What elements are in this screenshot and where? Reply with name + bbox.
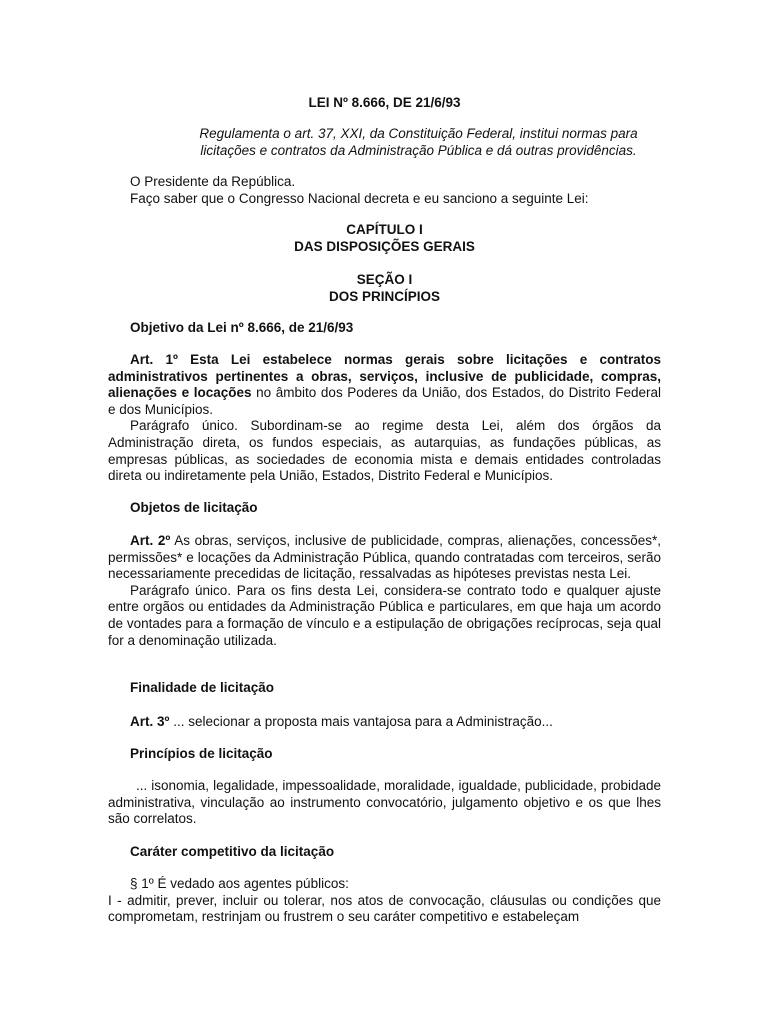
preamble-line-2: Faço saber que o Congresso Nacional decreta e eu sanciono a seguinte Lei: (130, 190, 589, 206)
article-1-rest-text: no âmbito dos Poderes da União, dos Estados, do Distrito Federal e dos Municípios. (108, 385, 661, 417)
heading-objetivo-text: Objetivo da Lei nº 8.666, de 21/6/93 (130, 320, 354, 335)
heading-objetos (108, 500, 661, 517)
article-2-label: Art. 2º (130, 533, 171, 548)
carater-block (108, 876, 661, 926)
paragraph-1-intro: § 1º É vedado aos agentes públicos: (130, 876, 349, 891)
article-1-paragraph: Parágrafo único. Subordinam-se ao regime desta Lei, além dos órgãos da Administração direta, os fundos especiais, as autarquias, as fundações públicas, as empresas públicas, as sociedades de economia mista e demais entidades controladas direta ou indiretamente pela União, Estados, Distrito Federal e Municípios. (108, 418, 661, 484)
preamble-line-1: O Presidente da República. (130, 174, 296, 189)
section-number: SEÇÃO I (356, 272, 413, 287)
article-1 (108, 352, 661, 485)
section-title: DOS PRINCÍPIOS (328, 288, 441, 304)
article-3 (108, 714, 661, 731)
law-title: LEI Nº 8.666, DE 21/6/93 (308, 95, 461, 110)
article-1-caput (108, 352, 661, 418)
heading-principios (108, 746, 661, 763)
article-3-text: ... selecionar a proposta mais vantajosa para a Administração... (169, 714, 553, 729)
article-2-caput (108, 533, 661, 583)
heading-objetivo (108, 320, 661, 337)
section-heading (108, 272, 661, 305)
article-2-paragraph: Parágrafo único. Para os fins desta Lei, considera-se contrato todo e qualquer ajuste entre orgãos ou entidades da Administração Pública e particulares, em que haja um acordo de vontades para a formação de vínculo e a estipulação de obrigações recíprocas, seja qual for a denominação utilizada. (108, 582, 661, 648)
heading-principios-text: Princípios de licitação (130, 746, 273, 761)
law-ementa: Regulamenta o art. 37, XXI, da Constituição Federal, institui normas para licitações e contratos da Administração Pública e dá outras providências. (199, 126, 638, 158)
heading-finalidade-text: Finalidade de licitação (130, 680, 275, 695)
principios-text: ... isonomia, legalidade, impessoalidade, moralidade, igualdade, publicidade, probidade administrativa, vinculação ao instrumento convocatório, julgamento objetivo e os que lhes são correlatos. (108, 778, 661, 827)
article-1-bold-text: Art. 1º Esta Lei estabelece normas gerais sobre licitações e contratos administrativos pertinentes a obras, serviços, inclusive de publicidade, compras, alienações e locações (108, 352, 661, 401)
article-3-label: Art. 3º (130, 714, 170, 729)
preamble (108, 174, 661, 207)
article-2-text: As obras, serviços, inclusive de publicidade, compras, alienações, concessões*, permissões* e locações da Administração Pública, quando contratadas com terceiros, serão necessariamente precedidas de licitação, ressalvadas as hipóteses previstas nesta Lei. (108, 533, 661, 582)
heading-finalidade (108, 680, 661, 697)
inciso-1: I - admitir, prever, incluir ou tolerar, nos atos de convocação, cláusulas ou condições que comprometam, restrinjam ou frustrem o seu caráter competitivo e estabeleçam (108, 892, 661, 925)
heading-objetos-text: Objetos de licitação (130, 500, 258, 515)
heading-carater-text: Caráter competitivo da licitação (130, 844, 335, 859)
heading-carater (108, 844, 661, 861)
article-3-caput (108, 714, 661, 731)
principios-block (108, 778, 661, 828)
article-2 (108, 533, 661, 649)
chapter-heading (108, 222, 661, 255)
chapter-title: DAS DISPOSIÇÕES GERAIS (294, 238, 475, 254)
chapter-number: CAPÍTULO I (346, 222, 423, 237)
